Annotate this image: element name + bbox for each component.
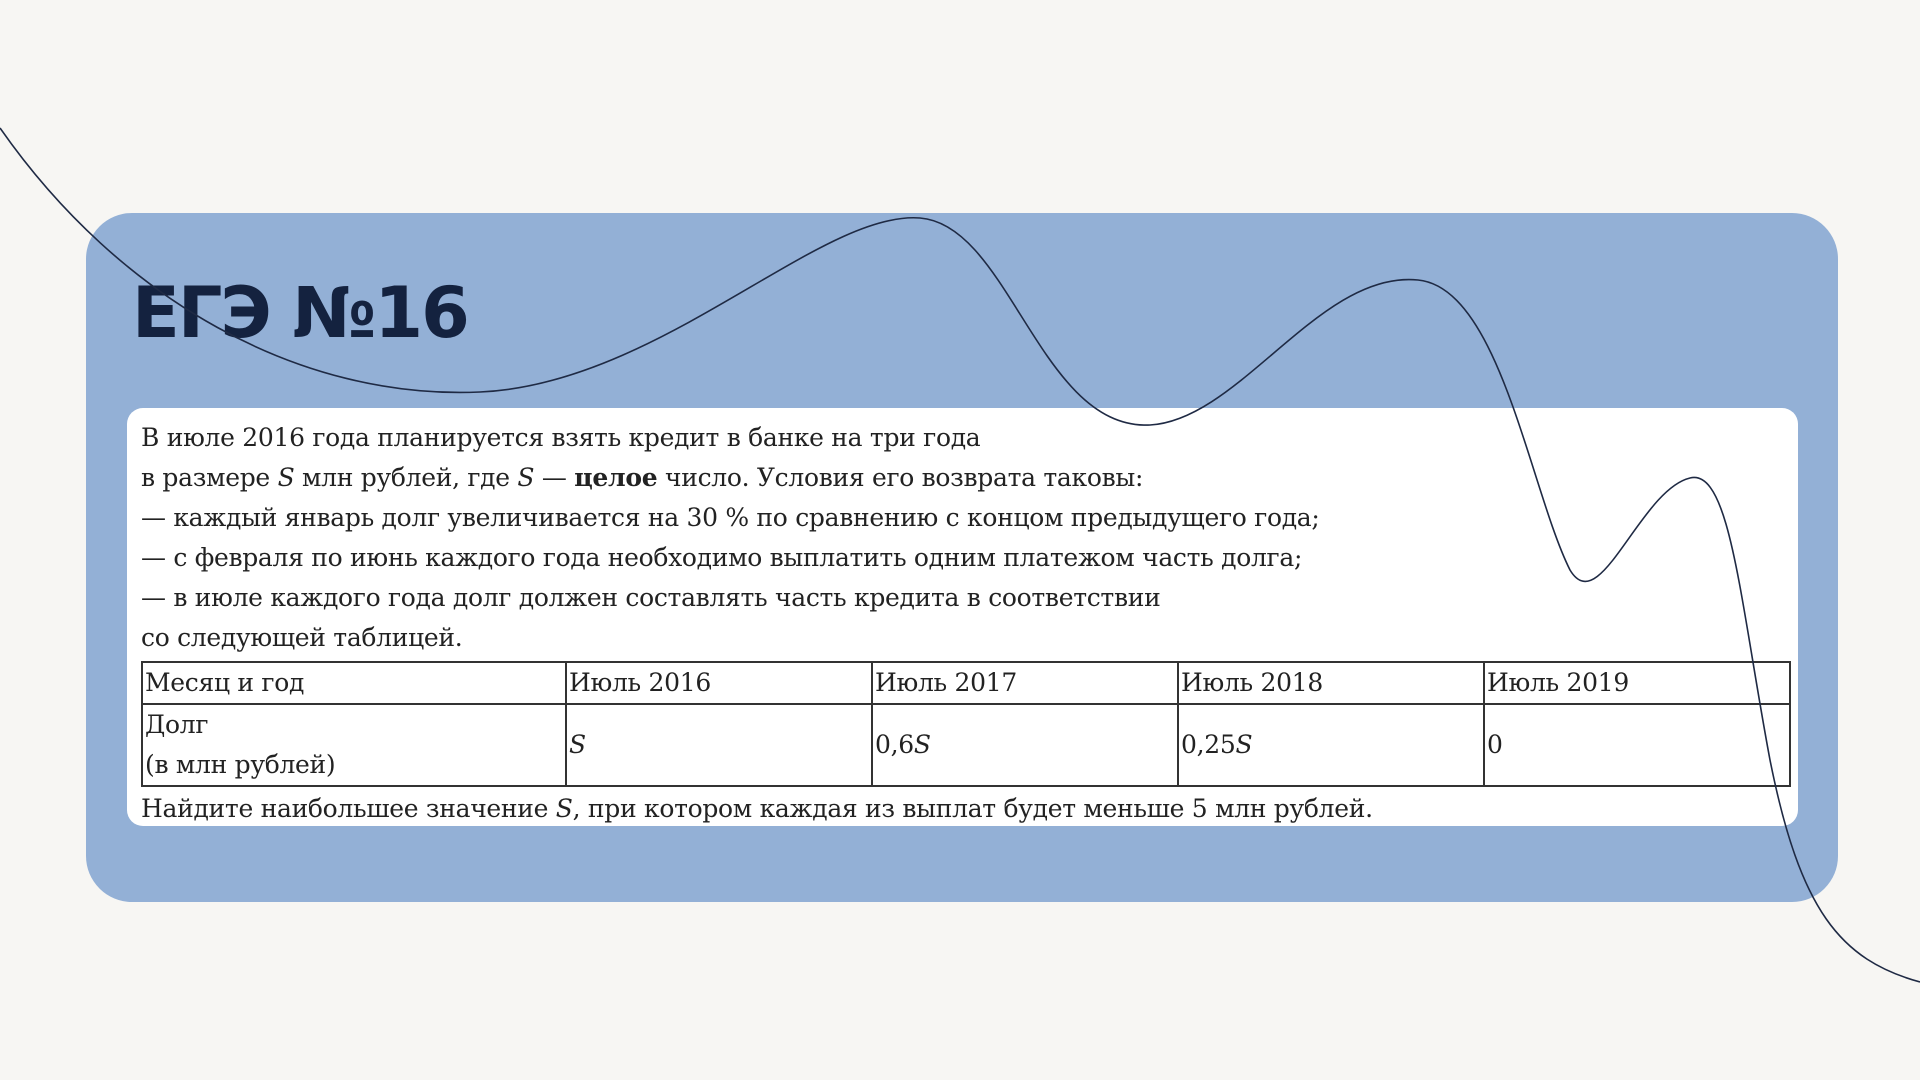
problem-line-4: — с февраля по июнь каждого года необходимо выплатить одним платежом часть долга; — [141, 543, 1303, 572]
bold-word: целое — [574, 463, 658, 492]
cell-variable: S — [569, 730, 586, 759]
table-header-cell: Июль 2019 — [1484, 662, 1790, 704]
variable-s: S — [277, 463, 295, 492]
problem-line-1: В июле 2016 года планируется взять кредит в банке на три года — [141, 423, 981, 452]
debt-table — [141, 661, 1791, 787]
problem-panel — [127, 408, 1798, 826]
text-fragment: число. Условия его возврата таковы: — [657, 463, 1144, 492]
problem-question — [141, 789, 1784, 829]
row-label-line: (в млн рублей) — [145, 750, 336, 779]
page-title: ЕГЭ №16 — [132, 272, 468, 354]
row-label-line: Долг — [145, 710, 209, 739]
problem-line-5: — в июле каждого года долг должен составлять часть кредита в соответствии — [141, 583, 1161, 612]
table-cell — [872, 704, 1178, 786]
table-header-row — [142, 662, 1790, 704]
problem-line-3: — каждый январь долг увеличивается на 30 % по сравнению с концом предыдущего года; — [141, 503, 1320, 532]
text-fragment: млн рублей, где — [294, 463, 518, 492]
table-cell — [566, 704, 872, 786]
cell-coef: 0,6 — [875, 730, 914, 759]
table-header-cell: Июль 2016 — [566, 662, 872, 704]
cell-coef: 0 — [1487, 730, 1503, 759]
table-header-cell: Июль 2017 — [872, 662, 1178, 704]
text-fragment: в размере — [141, 463, 278, 492]
table-cell — [1178, 704, 1484, 786]
table-cell — [1484, 704, 1790, 786]
problem-line-2 — [141, 458, 1784, 498]
text-fragment: Найдите наибольшее значение — [141, 794, 556, 823]
variable-s: S — [555, 794, 573, 823]
text-fragment: — — [534, 463, 575, 492]
cell-variable: S — [1235, 730, 1253, 759]
table-header-cell: Месяц и год — [142, 662, 566, 704]
variable-s: S — [517, 463, 535, 492]
table-header-cell: Июль 2018 — [1178, 662, 1484, 704]
cell-variable: S — [913, 730, 931, 759]
table-row — [142, 704, 1790, 786]
row-label-cell — [142, 704, 566, 786]
cell-coef: 0,25 — [1181, 730, 1236, 759]
text-fragment: , при котором каждая из выплат будет меньше 5 млн рублей. — [572, 794, 1373, 823]
problem-line-6: со следующей таблицей. — [141, 623, 463, 652]
